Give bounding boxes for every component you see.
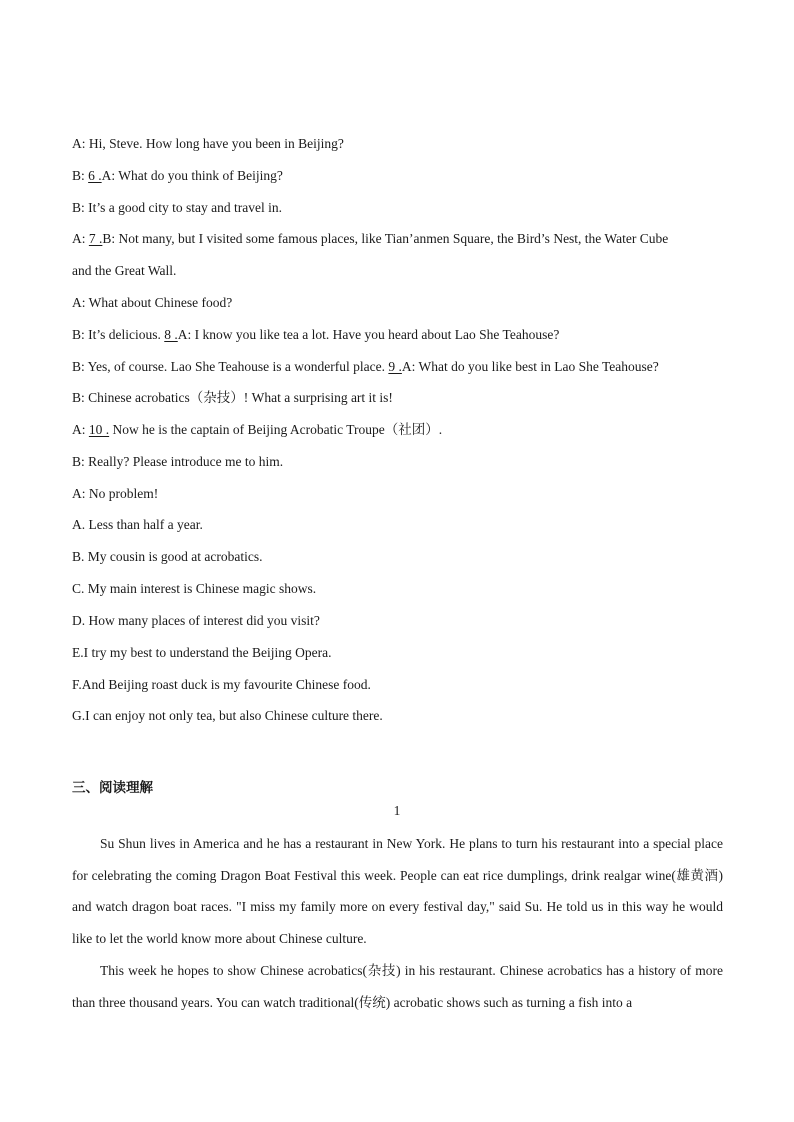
dialogue-line	[72, 358, 722, 376]
dialogue-text: B: Really? Please introduce me to him.	[72, 454, 284, 469]
answer-blank: 10 .	[88, 422, 110, 437]
dialogue-line	[72, 199, 722, 217]
option-f: F.And Beijing roast duck is my favourite Chinese food.	[72, 677, 371, 692]
dialogue-text: A: What do you think of Beijing?	[101, 168, 283, 183]
answer-blank: 7 .	[88, 231, 103, 246]
dialogue-text: A: No problem!	[72, 486, 159, 501]
dialogue-line	[72, 230, 722, 248]
dialogue-line	[72, 326, 722, 344]
dialogue-text: A: What about Chinese food?	[72, 295, 233, 310]
dialogue-line	[72, 294, 722, 312]
dialogue-text: and the Great Wall.	[72, 263, 177, 278]
dialogue-line	[72, 389, 722, 407]
section-heading: 三、阅读理解	[72, 780, 153, 796]
dialogue-text: A:	[72, 231, 89, 246]
option-b: B. My cousin is good at acrobatics.	[72, 549, 263, 564]
dialogue-text: B: Chinese acrobatics（杂技）! What a surprising art it is!	[72, 390, 393, 405]
option-e: E.I try my best to understand the Beijing Opera.	[72, 645, 332, 660]
dialogue-text: A: I know you like tea a lot. Have you heard about Lao She Teahouse?	[177, 327, 560, 342]
dialogue-line	[72, 167, 722, 185]
answer-blank: 9 .	[388, 359, 402, 374]
option-a: A. Less than half a year.	[72, 517, 203, 532]
answer-blank: 6 .	[88, 168, 102, 183]
answer-blank: 8 .	[164, 327, 178, 342]
dialogue-text: A:	[72, 422, 89, 437]
dialogue-text: B:	[72, 168, 89, 183]
dialogue-line	[72, 485, 722, 503]
dialogue-text: B: It’s a good city to stay and travel in.	[72, 200, 282, 215]
passage-paragraph: This week he hopes to show Chinese acrobatics(杂技) in his restaurant. Chinese acrobatics has a history of more than three thousand years. You can watch traditional(传统) acrobatic shows such as turning a fish into a	[72, 963, 723, 1010]
passage-number: 1	[393, 803, 401, 818]
dialogue-text: B: Not many, but I visited some famous places, like Tian’anmen Square, the Bird’s Nest, the Water Cube	[102, 231, 669, 246]
option-d: D. How many places of interest did you visit?	[72, 613, 320, 628]
option-c: C. My main interest is Chinese magic shows.	[72, 581, 317, 596]
dialogue-line	[72, 135, 722, 153]
dialogue-text: B: It’s delicious.	[72, 327, 165, 342]
option-g: G.I can enjoy not only tea, but also Chinese culture there.	[72, 708, 383, 723]
dialogue-text: Now he is the captain of Beijing Acrobatic Troupe（社团）.	[109, 422, 443, 437]
dialogue-text: A: Hi, Steve. How long have you been in Beijing?	[72, 136, 344, 151]
dialogue-line	[72, 453, 722, 471]
dialogue-line	[72, 421, 722, 439]
dialogue-text: B: Yes, of course. Lao She Teahouse is a wonderful place.	[72, 359, 389, 374]
dialogue-line	[72, 262, 722, 280]
dialogue-text: A: What do you like best in Lao She Teahouse?	[401, 359, 659, 374]
passage-paragraph: Su Shun lives in America and he has a restaurant in New York. He plans to turn his restaurant into a special place for celebrating the coming Dragon Boat Festival this week. People can eat rice dumplings, drink realgar wine(雄黄酒) and watch dragon boat races. "I miss my family more on every festival day," said Su. He told us in this way he would like to let the world know more about Chinese culture.	[72, 836, 723, 947]
